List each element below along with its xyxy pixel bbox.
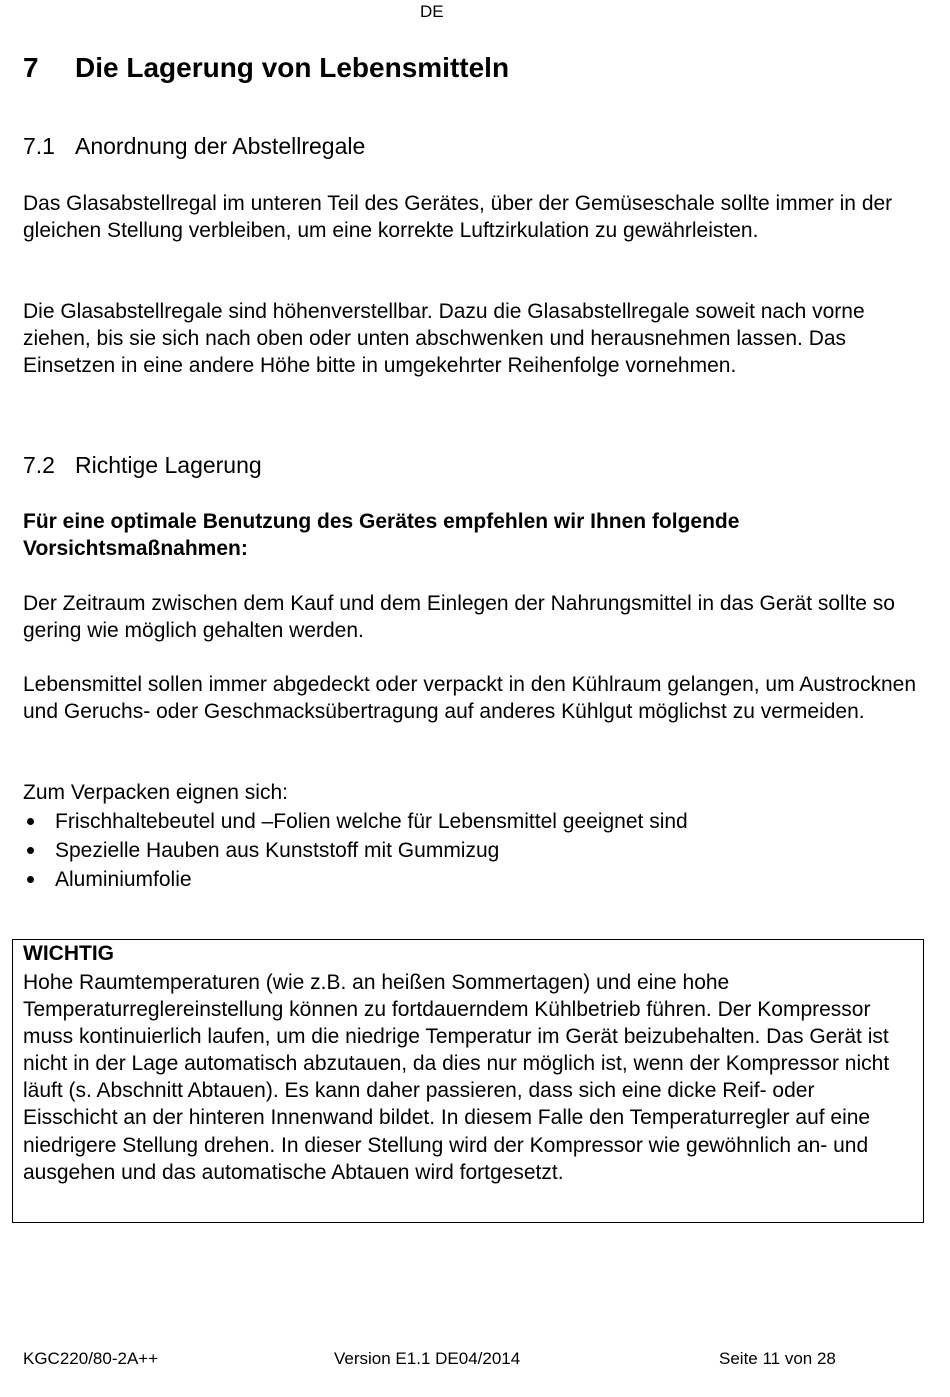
- packaging-list: [23, 807, 923, 894]
- footer-model: KGC220/80-2A++: [23, 1349, 159, 1368]
- section-7-2-heading: [23, 452, 262, 479]
- shelf-position-paragraph: Das Glasabstellregal im unteren Teil des Gerätes, über der Gemüseschale sollte immer in der gleichen Stellung verbleiben, um eine korrekte Luftzirkulation zu gewährleisten.: [23, 192, 893, 242]
- list-item: Spezielle Hauben aus Kunststoff mit Gummizug: [23, 836, 923, 865]
- shelf-adjust-paragraph: Die Glasabstellregale sind höhenverstellbar. Dazu die Glasabstellregale soweit nach vorne ziehen, bis sie sich nach oben oder unten abschwenken und herausnehmen lassen. Das Einsetzen in eine andere Höhe bitte in umgekehrter Reihenfolge vornehmen.: [23, 300, 865, 377]
- list-item: Aluminiumfolie: [23, 865, 923, 894]
- section-7-title: Die Lagerung von Lebensmitteln: [75, 52, 510, 83]
- section-7-1-number: 7.1: [23, 133, 55, 159]
- section-7-heading: [23, 52, 509, 84]
- section-7-1-title: Anordnung der Abstellregale: [75, 133, 366, 159]
- covering-paragraph: Lebensmittel sollen immer abgedeckt oder verpackt in den Kühlraum gelangen, um Austrocknen und Geruchs- oder Geschmacksübertragung auf anderes Kühlgut möglichst zu vermeiden.: [23, 673, 917, 723]
- precautions-intro: Für eine optimale Benutzung des Gerätes empfehlen wir Ihnen folgende Vorsichtsmaßnahmen:: [23, 510, 740, 560]
- language-marker: DE: [420, 2, 444, 21]
- notice-title: WICHTIG: [23, 942, 114, 965]
- storage-time-paragraph: Der Zeitraum zwischen dem Kauf und dem Einlegen der Nahrungsmittel in das Gerät sollte so gering wie möglich gehalten werden.: [23, 592, 895, 642]
- section-7-2-title: Richtige Lagerung: [75, 452, 262, 478]
- list-item: Frischhaltebeutel und –Folien welche für Lebensmittel geeignet sind: [23, 807, 923, 836]
- section-7-2-number: 7.2: [23, 452, 55, 478]
- section-7-number: 7: [23, 52, 39, 83]
- notice-text: Hohe Raumtemperaturen (wie z.B. an heißen Sommertagen) und eine hohe Temperaturreglereinstellung können zu fortdauerndem Kühlbetrieb führen. Der Kompressor muss kontinuierlich laufen, um die niedrige Temperatur im Gerät beizubehalten. Das Gerät ist nicht in der Lage automatisch abzutauen, da dies nur möglich ist, wenn der Kompressor nicht läuft (s. Abschnitt Abtauen). Es kann daher passieren, dass sich eine dicke Reif- oder Eisschicht an der hinteren Innenwand bildet. In diesem Falle den Temperaturregler auf eine niedrigere Stellung drehen. In dieser Stellung wird der Kompressor wie gewöhnlich an- und ausgehen und das automatische Abtauen wird fortgesetzt.: [23, 971, 890, 1184]
- section-7-1-heading: [23, 133, 365, 160]
- footer-version: Version E1.1 DE04/2014: [334, 1349, 521, 1368]
- packaging-list-intro: Zum Verpacken eignen sich:: [23, 781, 288, 804]
- footer-page-number: Seite 11 von 28: [719, 1349, 836, 1368]
